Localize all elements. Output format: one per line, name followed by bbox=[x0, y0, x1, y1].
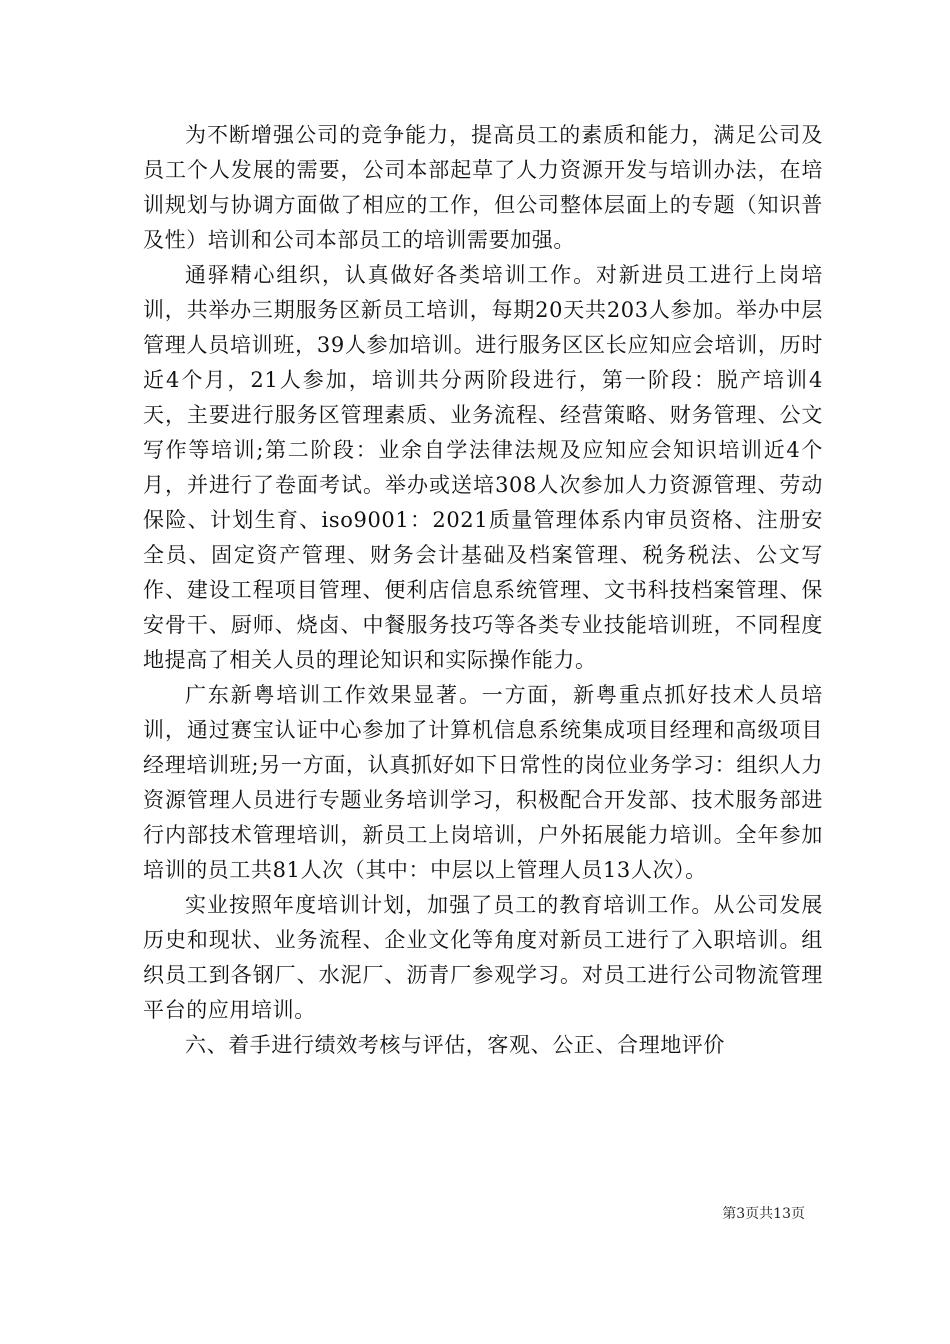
page-number: 第3页共13页 bbox=[722, 1206, 805, 1222]
paragraph-training-overview: 为不断增强公司的竞争能力，提高员工的素质和能力，满足公司及员工个人发展的需要，公司本部起草了人力资源开发与培训办法，在培训规划与协调方面做了相应的工作，但公司整体层面上的专题（知识普及性）培训和公司本部员工的培训需要加强。 bbox=[143, 123, 823, 252]
document-body bbox=[143, 118, 823, 1063]
paragraph-tongyi-training: 通驿精心组织，认真做好各类培训工作。对新进员工进行上岗培训，共举办三期服务区新员工培训，每期20天共203人参加。举办中层管理人员培训班，39人参加培训。进行服务区区长应知应会培训，历时近4个月，21人参加，培训共分两阶段进行，第一阶段：脱产培训4天，主要进行服务区管理素质、业务流程、经营策略、财务管理、公文写作等培训;第二阶段：业余自学法律法规及应知应会知识培训近4个月，并进行了卷面考试。举办或送培308人次参加人力资源管理、劳动保险、计划生育、iso9001：2021质量管理体系内审员资格、注册安全员、固定资产管理、财务会计基础及档案管理、税务税法、公文写作、建设工程项目管理、便利店信息系统管理、文书科技档案管理、保安骨干、厨师、烧卤、中餐服务技巧等各类专业技能培训班，不同程度地提高了相关人员的理论知识和实际操作能力。 bbox=[143, 263, 823, 672]
paragraph-industry-training: 实业按照年度培训计划，加强了员工的教育培训工作。从公司发展历史和现状、业务流程、企业文化等角度对新员工进行了入职培训。组织员工到各钢厂、水泥厂、沥青厂参观学习。对员工进行公司物流管理平台的应用培训。 bbox=[143, 893, 823, 1022]
paragraph-section-six: 六、着手进行绩效考核与评估，客观、公正、合理地评价 bbox=[185, 1033, 725, 1057]
paragraph-xinyue-training: 广东新粤培训工作效果显著。一方面，新粤重点抓好技术人员培训，通过赛宝认证中心参加了计算机信息系统集成项目经理和高级项目经理培训班;另一方面，认真抓好如下日常性的岗位业务学习：组织人力资源管理人员进行专题业务培训学习，积极配合开发部、技术服务部进行内部技术管理培训，新员工上岗培训，户外拓展能力培训。全年参加培训的员工共81人次（其中：中层以上管理人员13人次）。 bbox=[143, 683, 823, 882]
